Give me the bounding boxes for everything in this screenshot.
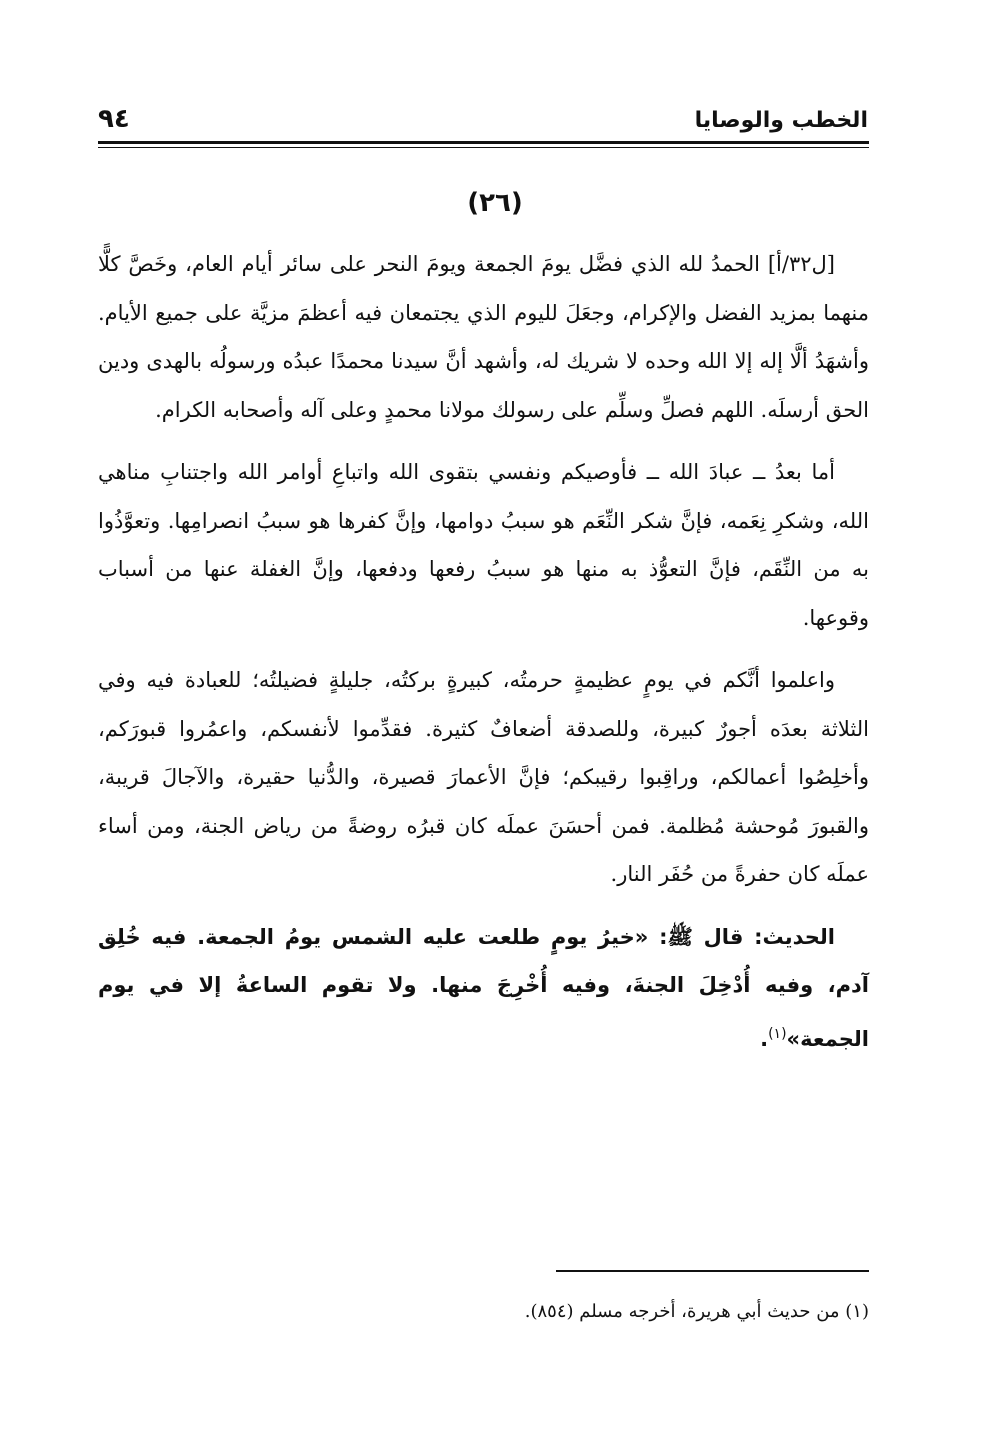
hadith-text: الحديث: قال ﷺ: «خيرُ يومٍ طلعت عليه الشمس يومُ الجمعة. فيه خُلِق آدم، وفيه أُدْخِلَ الجنةَ، وفيه أُخْرِجَ منها. ولا تقوم الساعةُ إلا في يوم الجمعة» [98, 924, 869, 1051]
header-rule [98, 141, 869, 144]
footnote-marker: (١) [768, 1025, 787, 1042]
book-title: الخطب والوصايا [694, 108, 868, 133]
paragraph-exhortation: أما بعدُ ــ عبادَ الله ــ فأوصيكم ونفسي بتقوى الله واتباعِ أوامر الله واجتنابِ مناهي الله، وشكرِ نِعَمه، فإنَّ شكر النِّعَم هو سببُ دوامها، وإنَّ كفرها هو سببُ انصرامِها. وتعوَّذُوا به من النِّقَم، فإنَّ التعوُّذ به منها هو سببُ رفعها ودفعها، وإنَّ الغفلة عنها من أسباب وقوعها. [98, 460, 869, 630]
body-text [98, 240, 869, 1077]
sermon-number: (٢٦) [467, 188, 523, 218]
hadith-end-punct: . [760, 1026, 769, 1051]
page-number: ٩٤ [98, 104, 130, 134]
footnote-rule [556, 1270, 869, 1272]
hadith-paragraph [98, 913, 869, 1064]
footnote: (١) من حديث أبي هريرة، أخرجه مسلم (٨٥٤). [524, 1301, 869, 1322]
header-rule-thin [98, 147, 869, 148]
paragraph-opening: [ل٣٢/أ] الحمدُ لله الذي فضَّل يومَ الجمعة ويومَ النحر على سائر أيام العام، وخَصَّ كلًّا منهما بمزيد الفضل والإكرام، وجعَلَ لليوم الذي يجتمعان فيه أعظمَ مزيَّة على جميع الأيام. وأشهَدُ ألَّا إله إلا الله وحده لا شريك له، وأشهد أنَّ سيدنا محمدًا عبدُه ورسولُه بالهدى ودين الحق أرسلَه. اللهم فصلِّ وسلِّم على رسولك مولانا محمدٍ وعلى آله وأصحابه الكرام. [98, 252, 869, 422]
paragraph-friday-virtue: واعلموا أنَّكم في يومٍ عظيمةٍ حرمتُه، كبيرةٍ بركتُه، جليلةٍ فضيلتُه؛ للعبادة فيه وفي الثلاثة بعدَه أجورٌ كبيرة، وللصدقة أضعافٌ كثيرة. فقدِّموا لأنفسكم، واعمُروا قبورَكم، وأخلِصُوا أعمالكم، وراقِبوا رقيبكم؛ فإنَّ الأعمارَ قصيرة، والدُّنيا حقيرة، والآجالَ قريبة، والقبورَ مُوحشة مُظلمة. فمن أحسَنَ عملَه كان قبرُه روضةً من رياض الجنة، ومن أساء عملَه كان حفرةً من حُفَر النار. [98, 668, 869, 886]
running-header [98, 102, 868, 142]
